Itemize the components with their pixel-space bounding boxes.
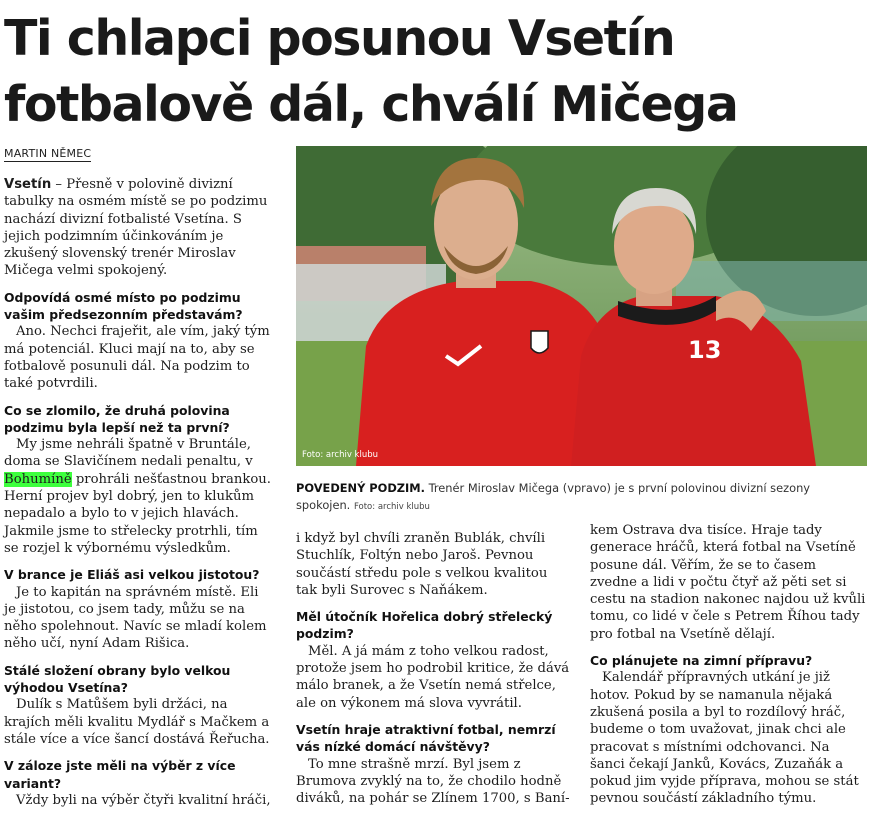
photo-credit: Foto: archiv klubu xyxy=(302,450,379,460)
headline-line-1: Ti chlapci posunou Vsetín xyxy=(4,10,675,67)
author-byline: MARTIN NĚMEC xyxy=(4,147,92,160)
answer-7-continued: kem Ostrava dva tisíce. Hraje tady generace hráčů, která fotbal na Vsetíně posune dál. Věřím, že se to časem zvedne a lidi v počtu čtyř až pěti set si cestu na stadion nakonec najdou už kvůli tomu, co lidé v čele s Petrem Říhou tady pro fotbal na Vsetíně dělají. xyxy=(590,523,866,642)
answer-5-continued: i když byl chvíli zraněn Bublák, chvíli Stuchlík, Foltýn nebo Jaroš. Pevnou součástí středu pole s velkou kvalitou tak byli Surovec s Naňákem. xyxy=(296,531,548,598)
question-3: V brance je Eliáš asi velkou jistotou? xyxy=(4,567,260,583)
caption-label: POVEDENÝ PODZIM. xyxy=(296,481,425,495)
caption-source: Foto: archiv klubu xyxy=(353,502,430,512)
question-2: Co se zlomilo, že druhá polovina podzimu byla lepší než ta první? xyxy=(4,402,230,435)
answer-3: Je to kapitán na správném místě. Eli je jistotou, co jsem tady, můžu se na něho spolehnout. Navíc se mladí kolem něho učí, nyní Adam Rišica. xyxy=(4,584,267,652)
article-headline xyxy=(4,6,864,138)
jersey-number: 13 xyxy=(688,336,722,364)
article-column-2 xyxy=(296,530,570,807)
photo-illustration xyxy=(296,146,867,466)
answer-4: Dulík s Matůšem byli držáci, na krajích měli kvalitu Mydlář s Mačkem a stále více a více šancí dostává Řeřucha. xyxy=(4,697,270,747)
question-7: Vsetín hraje atraktivní fotbal, nemrzí vás nízké domácí návštěvy? xyxy=(296,721,556,755)
answer-2-part-1: My jsme nehráli špatně v Bruntále, doma se Slavičínem nedali penaltu, v xyxy=(4,437,253,470)
answer-2 xyxy=(4,436,272,557)
question-5: V záloze jste měli na výběr z více variant? xyxy=(4,758,236,791)
lead-paragraph xyxy=(4,176,272,280)
lead-place: Vsetín xyxy=(4,177,52,192)
answer-2-part-2: prohráli nešťastnou brankou. Herní projev byl dobrý, jen to klukům nepadalo a bylo to v jejich hlavách. Jakmile jsme to střelecky protrhli, tím se rozjel k výbornému výsledkům. xyxy=(4,471,271,556)
caption-text: Trenér Miroslav Mičega (vpravo) je s první polovinou divizní sezony spokojen. xyxy=(296,481,811,512)
highlighted-word: Bohumíně xyxy=(4,471,72,487)
answer-5: Vždy byli na výběr čtyři kvalitní hráči, xyxy=(16,792,271,808)
question-1: Odpovídá osmé místo po podzimu vašim předsezonním představám? xyxy=(4,289,243,323)
article-photo xyxy=(296,146,867,466)
article-column-3 xyxy=(590,522,866,808)
answer-8: Kalendář přípravných utkání je již hotov. Pokud by se namanula nějaká zkušená posila a byl to rozdílový hráč, budeme o tom uvažovat, jinak chci ale pracovat s místními odchovanci. Na šanci čekají Janků, Kovács, Zuzaňák a pokud jim vyjde příprava, mohou se stát pevnou součástí základního týmu. xyxy=(590,670,859,807)
question-4: Stálé složení obrany bylo velkou výhodou Vsetína? xyxy=(4,662,231,696)
article-column-1 xyxy=(4,176,272,809)
lead-text: – Přesně v polovině divizní tabulky na osmém místě se po podzimu nachází divizní fotbalisté Vsetína. S jejich podzimním účinkováním je zkušený slovenský trenér Miroslav Mičega velmi spokojený. xyxy=(4,177,268,279)
question-8: Co plánujete na zimní přípravu? xyxy=(590,653,813,669)
question-6: Měl útočník Hořelica dobrý střelecký podzim? xyxy=(296,609,553,642)
answer-7: To mne strašně mrzí. Byl jsem z Brumova zvyklý na to, že chodilo hodně diváků, na pohár se Zlínem 1700, s Baní- xyxy=(296,756,570,807)
answer-6: Měl. A já mám z toho velkou radost, protože jsem ho podrobil kritice, že dává málo branek, a že Vsetín nemá střelce, ale on výkonem má slova vyvrátil. xyxy=(296,643,570,711)
photo-caption xyxy=(296,480,862,516)
answer-1: Ano. Nechci frajeřit, ale vím, jaký tým má potenciál. Kluci mají na to, aby se fotbalově posunuli dál. Na podzim to také potvrdili. xyxy=(4,324,270,392)
headline-line-2: fotbalově dál, chválí Mičega xyxy=(4,76,738,133)
